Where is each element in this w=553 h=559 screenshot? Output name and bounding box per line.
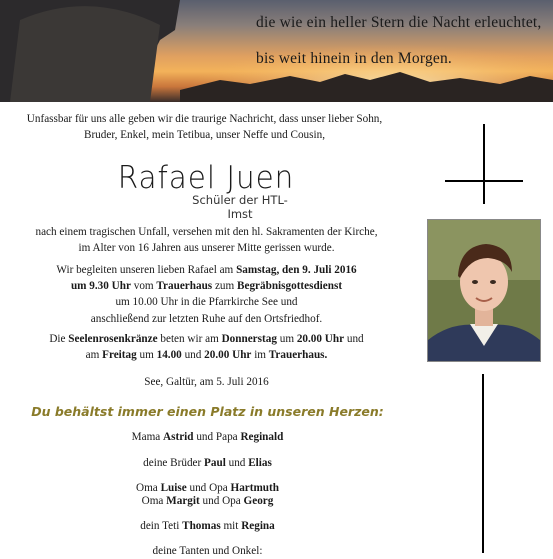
- funeral-line-4: anschließend zur letzten Ruhe auf den Ortsfriedhof.: [90, 312, 323, 325]
- relatives-aunts-uncles: deine Tanten und Onkel:: [152, 545, 263, 557]
- relatives-grandparents-2: [80, 494, 335, 509]
- relative-text: deine Brüder: [143, 457, 205, 469]
- death-notice-paragraph: [14, 224, 399, 256]
- funeral-text: zum: [212, 280, 238, 293]
- relatives-teti: [80, 519, 335, 534]
- rosary-bold: Donnerstag: [221, 333, 277, 345]
- deceased-subtitle: Schüler der HTL-Imst: [192, 193, 288, 221]
- funeral-time: um 9.30 Uhr: [70, 280, 131, 293]
- funeral-line-1: [14, 262, 399, 278]
- quote-line-2: bis weit hinein in den Morgen.: [256, 50, 452, 67]
- rosary-bold: 14.00: [156, 349, 182, 362]
- funeral-paragraph: [14, 262, 399, 327]
- rosary-bold: 20.00 Uhr: [204, 349, 252, 362]
- place-date: See, Galtür, am 5. Juli 2016: [144, 376, 269, 388]
- cross-vertical-bar: [483, 124, 485, 204]
- relative-name: Hartmuth: [230, 482, 279, 494]
- rosary-text: um: [276, 333, 297, 345]
- rosary-line-1: [14, 331, 399, 347]
- intro-line-2: Bruder, Enkel, mein Tetibua, unser Neffe und Cousin,: [83, 129, 325, 142]
- rosary-text: am: [85, 349, 103, 362]
- rosary-text: beten wir am: [157, 333, 222, 345]
- rosary-line-2: [14, 347, 399, 363]
- relative-text: mit: [220, 520, 242, 532]
- relative-text: und Opa: [199, 495, 244, 507]
- quote-text: [256, 0, 553, 86]
- relative-name: Georg: [243, 495, 274, 507]
- funeral-service: Begräbnisgottesdienst: [237, 280, 343, 293]
- relative-name: Astrid: [163, 431, 194, 443]
- funeral-text: Wir begleiten unseren lieben Rafael am: [56, 264, 237, 276]
- portrait-photo: [427, 219, 541, 362]
- rosary-paragraph: [14, 331, 399, 363]
- relatives-parents: [80, 430, 335, 445]
- funeral-house: Trauerhaus: [156, 280, 213, 293]
- relative-text: Oma: [141, 495, 167, 507]
- intro-paragraph: [12, 111, 397, 143]
- relative-name: Thomas: [182, 520, 221, 532]
- rosary-bold: Seelenrosenkränze: [68, 333, 158, 345]
- rosary-text: im: [251, 349, 269, 362]
- death-notice-line-1: nach einem tragischen Unfall, versehen mit den hl. Sakramenten der Kirche,: [35, 226, 378, 238]
- relatives-brothers: [80, 456, 335, 471]
- motto-heading: Du behältst immer einen Platz in unseren Herzen:: [31, 404, 384, 419]
- funeral-text: vom: [130, 280, 157, 293]
- relative-name: Paul: [204, 457, 226, 469]
- portrait-graphic: [428, 220, 540, 361]
- relative-name: Elias: [248, 457, 272, 469]
- relative-name: Reginald: [240, 431, 284, 443]
- rosary-bold: 20.00 Uhr: [296, 333, 345, 345]
- rosary-bold: Freitag: [102, 349, 137, 362]
- relative-text: Oma: [136, 482, 161, 494]
- relative-name: Luise: [160, 482, 187, 494]
- deceased-name: Rafael Juen: [117, 160, 295, 196]
- relative-text: und: [225, 457, 249, 469]
- funeral-date: Samstag, den 9. Juli 2016: [236, 264, 357, 276]
- relative-text: Mama: [131, 431, 164, 443]
- cross-horizontal-bar: [445, 180, 523, 182]
- relative-text: und Opa: [186, 482, 231, 494]
- relative-text: dein Teti: [140, 520, 183, 532]
- rosary-text: Die: [49, 333, 69, 345]
- relative-name: Margit: [166, 495, 200, 507]
- rosary-text: und: [181, 349, 205, 362]
- funeral-line-3: um 10.00 Uhr in die Pfarrkirche See und: [115, 296, 298, 309]
- rosary-text: um: [136, 349, 157, 362]
- lower-cross-vertical-bar: [482, 374, 484, 553]
- death-notice-line-2: im Alter von 16 Jahren aus unserer Mitte gerissen wurde.: [78, 242, 335, 255]
- funeral-line-2: [14, 278, 399, 294]
- relative-name: Regina: [241, 520, 275, 532]
- rosary-bold: Trauerhaus.: [268, 349, 328, 362]
- intro-line-1: Unfassbar für uns alle geben wir die traurige Nachricht, dass unser lieber Sohn,: [26, 113, 383, 125]
- rosary-text: und: [344, 333, 364, 345]
- quote-line-1: die wie ein heller Stern die Nacht erleuchtet,: [256, 14, 542, 31]
- relative-text: und Papa: [193, 431, 241, 443]
